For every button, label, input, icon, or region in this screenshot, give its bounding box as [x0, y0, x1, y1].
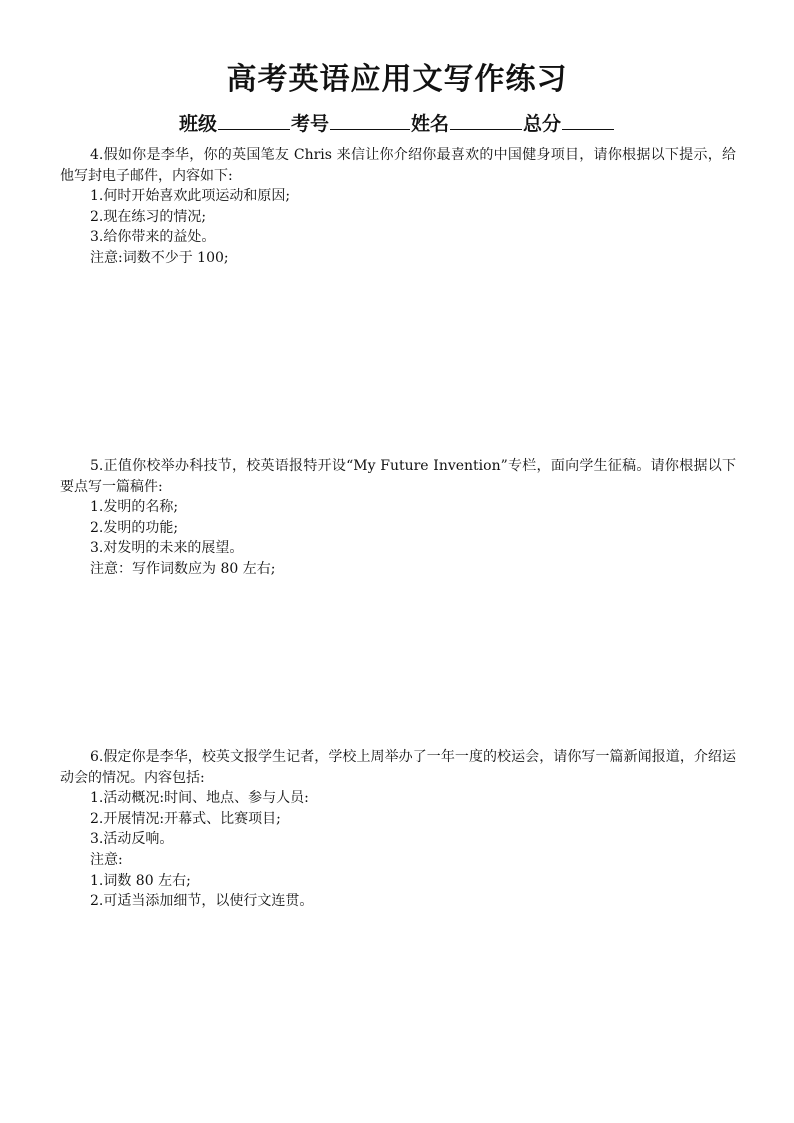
class-label: 班级 — [178, 113, 217, 135]
question-requirement: 2.开展情况:开幕式、比赛项目; — [90, 810, 281, 827]
name-blank — [450, 111, 522, 130]
question-note-item: 2.可适当添加细节，以使行文连贯。 — [90, 893, 314, 910]
question-requirement: 1.发明的名称; — [90, 499, 179, 516]
name-label: 姓名 — [411, 113, 450, 135]
number-label: 考号 — [290, 113, 329, 135]
question-requirement: 3.活动反响。 — [90, 831, 174, 848]
question-stem: 5.正值你校举办科技节，校英语报特开设“My Future Invention”专栏，面向学生征稿。请你根据以下要点写一篇稿件: — [60, 458, 736, 495]
question-requirement: 1.活动概况:时间、地点、参与人员: — [90, 790, 309, 807]
question-stem: 6.假定你是李华，校英文报学生记者，学校上周举办了一年一度的校运会，请你写一篇新闻报道，介绍运动会的情况。内容包括: — [60, 749, 736, 786]
question-requirement: 3.给你带来的益处。 — [90, 229, 216, 246]
question-note: 注意:词数不少于 100; — [90, 249, 229, 266]
question-note: 注意：写作词数应为 80 左右; — [90, 560, 276, 577]
question-requirement: 2.现在练习的情况; — [90, 208, 207, 225]
question-note: 注意: — [90, 851, 123, 868]
score-label: 总分 — [523, 113, 562, 135]
question-5 — [60, 456, 736, 580]
class-blank — [218, 111, 290, 130]
question-4 — [60, 145, 736, 269]
question-6 — [60, 747, 736, 912]
question-requirement: 3.对发明的未来的展望。 — [90, 540, 244, 557]
number-blank — [330, 111, 410, 130]
score-blank — [562, 111, 614, 130]
question-stem: 4.假如你是李华，你的英国笔友 Chris 来信让你介绍你最喜欢的中国健身项目，请你根据以下提示，给他写封电子邮件，内容如下: — [60, 147, 736, 184]
question-requirement: 1.何时开始喜欢此项运动和原因; — [90, 188, 291, 205]
student-info-line — [0, 110, 794, 138]
page-title: 高考英语应用文写作练习 — [226, 62, 568, 97]
question-note-item: 1.词数 80 左右; — [90, 872, 191, 889]
question-requirement: 2.发明的功能; — [90, 519, 179, 536]
